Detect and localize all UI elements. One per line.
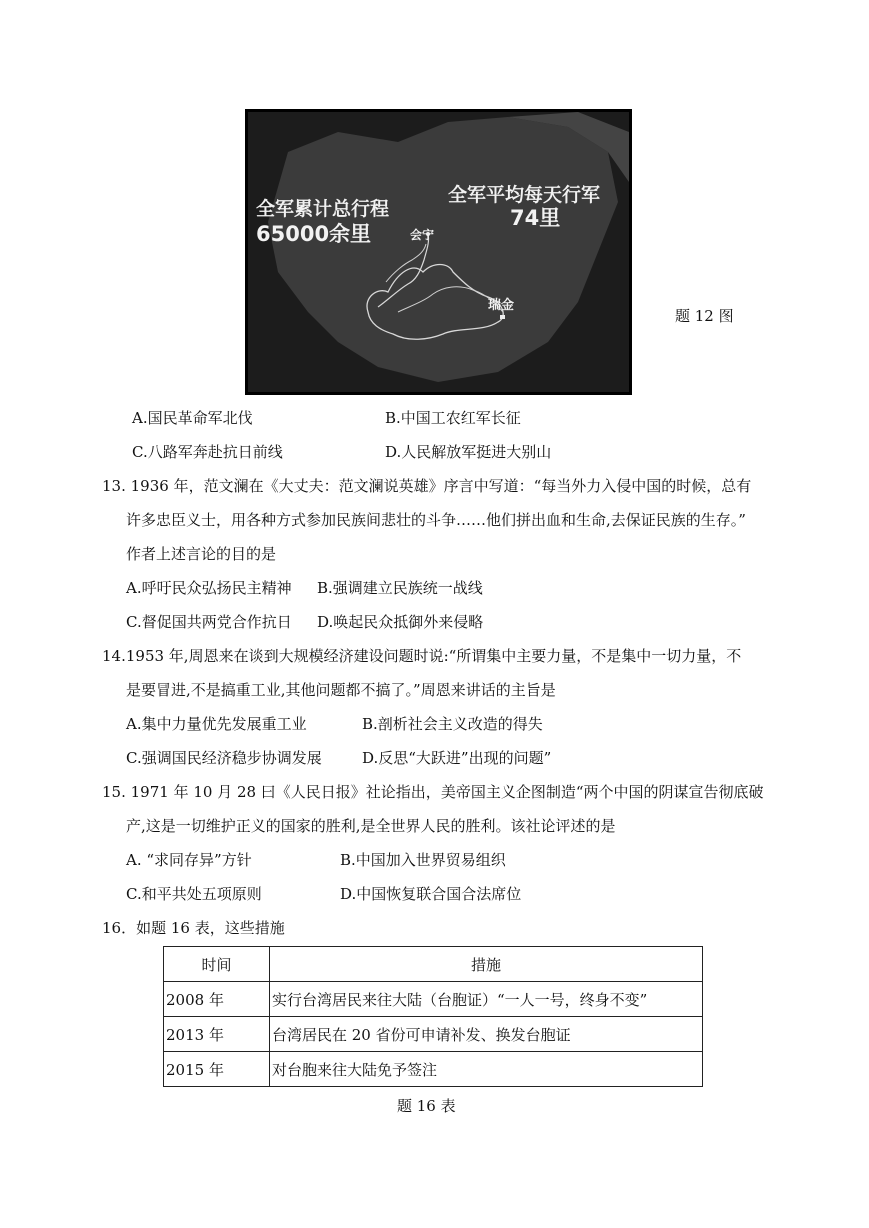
q14-option-c: C.强调国民经济稳步协调发展 xyxy=(126,749,322,767)
q14-stem-line-2: 是要冒进,不是搞重工业,其他问题都不搞了。”周恩来讲话的主旨是 xyxy=(126,681,556,699)
q16-measures-table xyxy=(163,946,703,1087)
table-row xyxy=(164,1017,703,1052)
table-header-row xyxy=(164,947,703,982)
figure-12-caption: 题 12 图 xyxy=(675,307,734,325)
q15-stem-line-2: 产,这是一切维护正义的国家的胜利,是全世界人民的胜利。该社论评述的是 xyxy=(126,817,616,835)
table-16-caption: 题 16 表 xyxy=(397,1097,456,1115)
q14-stem-line-1: 14.1953 年,周恩来在谈到大规模经济建设问题时说:“所谓集中主要力量，不是集中一切力量，不 xyxy=(102,647,742,665)
q15-option-d: D.中国恢复联合国合法席位 xyxy=(340,885,522,903)
table-header-measure: 措施 xyxy=(270,947,703,982)
table-cell-measure: 实行台湾居民来往大陆（台胞证）“一人一号，终身不变” xyxy=(270,982,703,1017)
map-daily-march-label: 全军平均每天行军 xyxy=(448,184,601,206)
table-cell-measure: 对台胞来往大陆免予签注 xyxy=(270,1052,703,1087)
q13-option-c: C.督促国共两党合作抗日 xyxy=(126,613,292,631)
q15-option-b: B.中国加入世界贸易组织 xyxy=(340,851,506,869)
table-row xyxy=(164,982,703,1017)
q14-option-b: B.剖析社会主义改造的得失 xyxy=(362,715,543,733)
map-daily-march-value: 74里 xyxy=(510,206,561,230)
q13-option-a: A.呼吁民众弘扬民主精神 xyxy=(126,579,292,597)
q13-option-b: B.强调建立民族统一战线 xyxy=(317,579,483,597)
map-place-ruijin: 瑞金 xyxy=(488,298,515,313)
china-map-silhouette xyxy=(248,112,629,392)
q13-option-d: D.唤起民众抵御外来侵略 xyxy=(317,613,484,631)
q13-stem-line-1: 13. 1936 年，范文澜在《大丈夫：范文澜说英雄》序言中写道：“每当外力入侵中国的时候，总有 xyxy=(102,477,752,495)
table-cell-time: 2013 年 xyxy=(164,1017,270,1052)
map-total-distance-value: 65000余里 xyxy=(256,222,372,246)
q15-option-c: C.和平共处五项原则 xyxy=(126,885,262,903)
q13-stem-line-2: 许多忠臣义士，用各种方式参加民族间悲壮的斗争……他们拼出血和生命,去保证民族的生存。” xyxy=(126,511,746,529)
q12-option-a: A.国民革命军北伐 xyxy=(132,409,253,427)
q12-option-c: C.八路军奔赴抗日前线 xyxy=(132,443,283,461)
q15-option-a: A. “求同存异”方针 xyxy=(126,851,252,869)
table-cell-time: 2008 年 xyxy=(164,982,270,1017)
map-place-huining: 会宁 xyxy=(410,228,435,242)
table-header-time: 时间 xyxy=(164,947,270,982)
q15-stem-line-1: 15. 1971 年 10 月 28 曰《人民日报》社论指出，美帝国主义企图制造“两个中国的阴谋宣告彻底破 xyxy=(102,783,764,801)
q16-stem: 16．如题 16 表，这些措施 xyxy=(102,919,285,937)
table-cell-measure: 台湾居民在 20 省份可申请补发、换发台胞证 xyxy=(270,1017,703,1052)
q13-stem-line-3: 作者上述言论的目的是 xyxy=(126,545,277,563)
map-total-distance-label: 全军累计总行程 xyxy=(256,198,390,220)
q12-option-d: D.人民解放军挺进大别山 xyxy=(385,443,552,461)
q14-option-d: D.反思“大跃进”出现的问题” xyxy=(362,749,552,767)
q12-option-b: B.中国工农红军长征 xyxy=(385,409,521,427)
table-cell-time: 2015 年 xyxy=(164,1052,270,1087)
long-march-map-image xyxy=(245,109,632,395)
table-row xyxy=(164,1052,703,1087)
q14-option-a: A.集中力量优先发展重工业 xyxy=(126,715,307,733)
